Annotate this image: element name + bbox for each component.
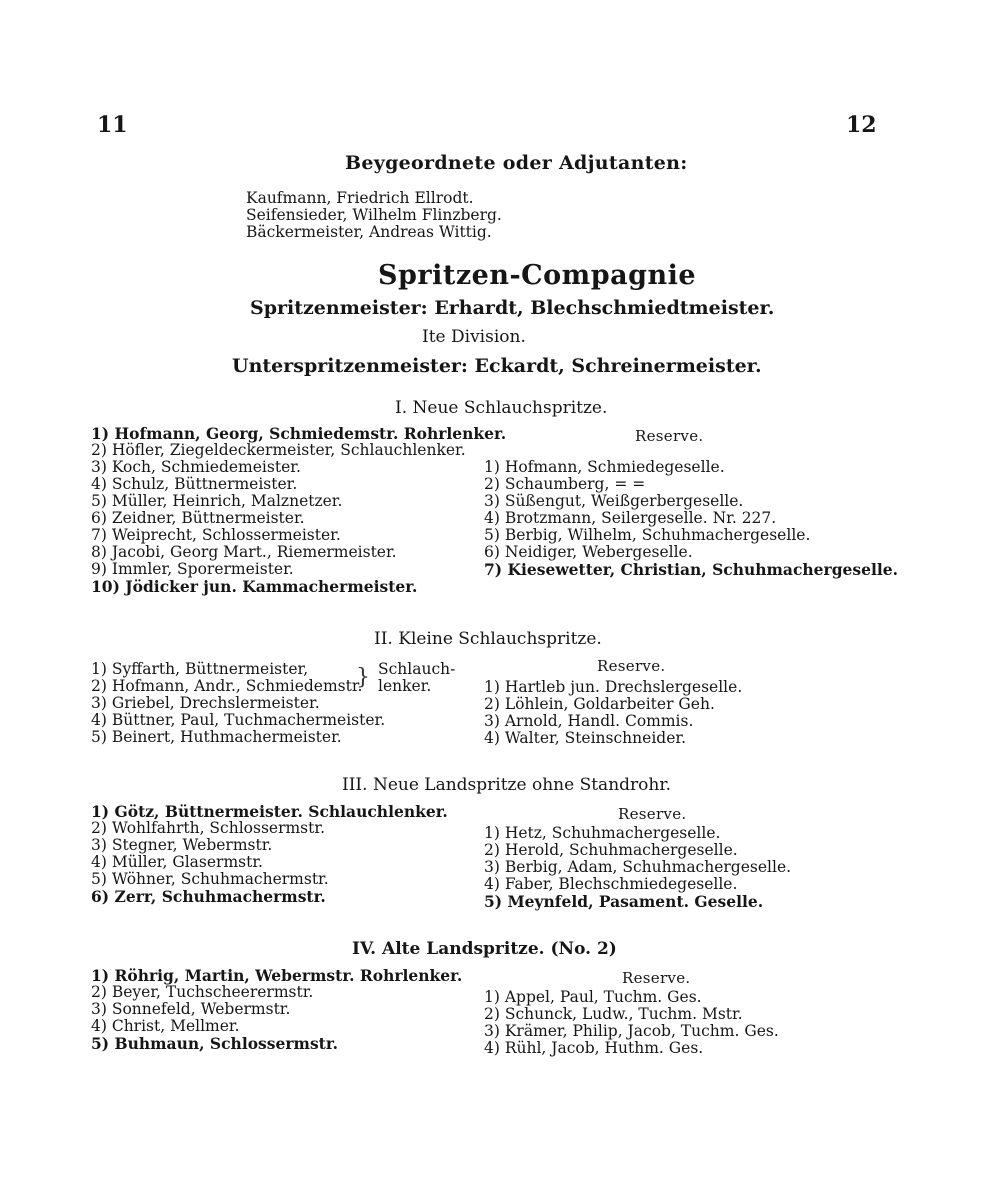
member-line: 4) Christ, Mellmer. bbox=[91, 1017, 240, 1035]
reserve-line: 3) Berbig, Adam, Schuhmachergeselle. bbox=[484, 858, 792, 876]
section-members bbox=[91, 661, 385, 746]
member-line: 6) Zerr, Schuhmachermstr. bbox=[91, 887, 326, 906]
brace-text-line: Schlauch- bbox=[378, 660, 456, 678]
member-line: 3) Koch, Schmiedemeister. bbox=[91, 458, 301, 476]
reserve-line: 4) Walter, Steinschneider. bbox=[484, 729, 686, 747]
compagnie-title: Spritzen-Compagnie bbox=[378, 260, 697, 291]
brace-text bbox=[378, 661, 455, 695]
member-line: 2) Höfler, Ziegeldeckermeister, Schlauchlenker. bbox=[91, 441, 466, 459]
page-number-right: 12 bbox=[846, 112, 877, 138]
member-line: 6) Zeidner, Büttnermeister. bbox=[91, 509, 305, 527]
reserve-line: 2) Schaumberg, = = bbox=[484, 475, 646, 493]
reserve-label: Reserve. bbox=[622, 969, 691, 987]
section-title: I. Neue Schlauchspritze. bbox=[395, 398, 608, 418]
member-line: 4) Schulz, Büttnermeister. bbox=[91, 475, 298, 493]
member-line: 5) Müller, Heinrich, Malznetzer. bbox=[91, 492, 343, 510]
reserve-line: 5) Meynfeld, Pasament. Geselle. bbox=[484, 892, 764, 911]
page-number-left: 11 bbox=[97, 112, 128, 138]
member-line: 2) Wohlfahrth, Schlossermstr. bbox=[91, 819, 325, 837]
adjutant-line: Seifensieder, Wilhelm Flinzberg. bbox=[246, 206, 502, 224]
member-line: 2) Hofmann, Andr., Schmiedemstr. bbox=[91, 677, 363, 695]
reserve-list bbox=[484, 825, 791, 910]
member-line: 1) Syffarth, Büttnermeister, bbox=[91, 660, 309, 678]
reserve-list bbox=[484, 459, 898, 578]
unterspritzenmeister-line: Unterspritzenmeister: Eckardt, Schreinermeister. bbox=[232, 355, 762, 377]
member-line: 9) Immler, Sporermeister. bbox=[91, 560, 294, 578]
reserve-line: 4) Brotzmann, Seilergeselle. Nr. 227. bbox=[484, 509, 777, 527]
member-line: 4) Müller, Glasermstr. bbox=[91, 853, 263, 871]
reserve-line: 1) Appel, Paul, Tuchm. Ges. bbox=[484, 988, 702, 1006]
section-members bbox=[91, 967, 462, 1052]
brace-icon: } bbox=[356, 665, 370, 690]
reserve-line: 5) Berbig, Wilhelm, Schuhmachergeselle. bbox=[484, 526, 811, 544]
reserve-label: Reserve. bbox=[635, 427, 704, 445]
spritzenmeister-line: Spritzenmeister: Erhardt, Blechschmiedtmeister. bbox=[250, 297, 775, 319]
section-members bbox=[91, 803, 448, 905]
adjutant-line: Kaufmann, Friedrich Ellrodt. bbox=[246, 189, 474, 207]
section-title: III. Neue Landspritze ohne Standrohr. bbox=[342, 775, 671, 795]
member-line: 7) Weiprecht, Schlossermeister. bbox=[91, 526, 341, 544]
member-line: 3) Stegner, Webermstr. bbox=[91, 836, 273, 854]
reserve-line: 1) Hetz, Schuhmachergeselle. bbox=[484, 824, 721, 842]
member-line: 5) Buhmaun, Schlossermstr. bbox=[91, 1034, 338, 1053]
reserve-line: 6) Neidiger, Webergeselle. bbox=[484, 543, 693, 561]
reserve-line: 7) Kiesewetter, Christian, Schuhmachergeselle. bbox=[484, 560, 899, 579]
division-label: Ite Division. bbox=[422, 327, 526, 347]
reserve-line: 4) Rühl, Jacob, Huthm. Ges. bbox=[484, 1039, 704, 1057]
reserve-line: 3) Süßengut, Weißgerbergeselle. bbox=[484, 492, 744, 510]
member-line: 3) Griebel, Drechslermeister. bbox=[91, 694, 320, 712]
member-line: 4) Büttner, Paul, Tuchmachermeister. bbox=[91, 711, 386, 729]
member-line: 8) Jacobi, Georg Mart., Riemermeister. bbox=[91, 543, 397, 561]
section-members bbox=[91, 425, 506, 595]
reserve-line: 3) Krämer, Philip, Jacob, Tuchm. Ges. bbox=[484, 1022, 779, 1040]
section-title: IV. Alte Landspritze. (No. 2) bbox=[352, 939, 617, 959]
reserve-line: 2) Löhlein, Goldarbeiter Geh. bbox=[484, 695, 715, 713]
member-line: 10) Jödicker jun. Kammachermeister. bbox=[91, 577, 418, 596]
member-line: 2) Beyer, Tuchscheerermstr. bbox=[91, 983, 314, 1001]
adjutanten-list bbox=[246, 190, 502, 241]
member-line: 5) Wöhner, Schuhmachermstr. bbox=[91, 870, 329, 888]
reserve-label: Reserve. bbox=[597, 657, 666, 675]
member-line: 1) Hofmann, Georg, Schmiedemstr. Rohrlenker. bbox=[91, 424, 507, 443]
reserve-label: Reserve. bbox=[618, 805, 687, 823]
reserve-line: 4) Faber, Blechschmiedegeselle. bbox=[484, 875, 738, 893]
reserve-list bbox=[484, 679, 742, 747]
reserve-line: 1) Hartleb jun. Drechslergeselle. bbox=[484, 678, 743, 696]
adjutanten-heading: Beygeordnete oder Adjutanten: bbox=[345, 152, 688, 174]
reserve-line: 2) Schunck, Ludw., Tuchm. Mstr. bbox=[484, 1005, 743, 1023]
member-line: 5) Beinert, Huthmachermeister. bbox=[91, 728, 342, 746]
brace-text-line: lenker. bbox=[378, 677, 432, 695]
member-line: 1) Götz, Büttnermeister. Schlauchlenker. bbox=[91, 802, 448, 821]
reserve-line: 3) Arnold, Handl. Commis. bbox=[484, 712, 694, 730]
reserve-line: 2) Herold, Schuhmachergeselle. bbox=[484, 841, 738, 859]
reserve-line: 1) Hofmann, Schmiedegeselle. bbox=[484, 458, 725, 476]
adjutant-line: Bäckermeister, Andreas Wittig. bbox=[246, 223, 492, 241]
member-line: 3) Sonnefeld, Webermstr. bbox=[91, 1000, 291, 1018]
reserve-list bbox=[484, 989, 779, 1057]
section-title: II. Kleine Schlauchspritze. bbox=[374, 629, 602, 649]
member-line: 1) Röhrig, Martin, Webermstr. Rohrlenker. bbox=[91, 966, 463, 985]
